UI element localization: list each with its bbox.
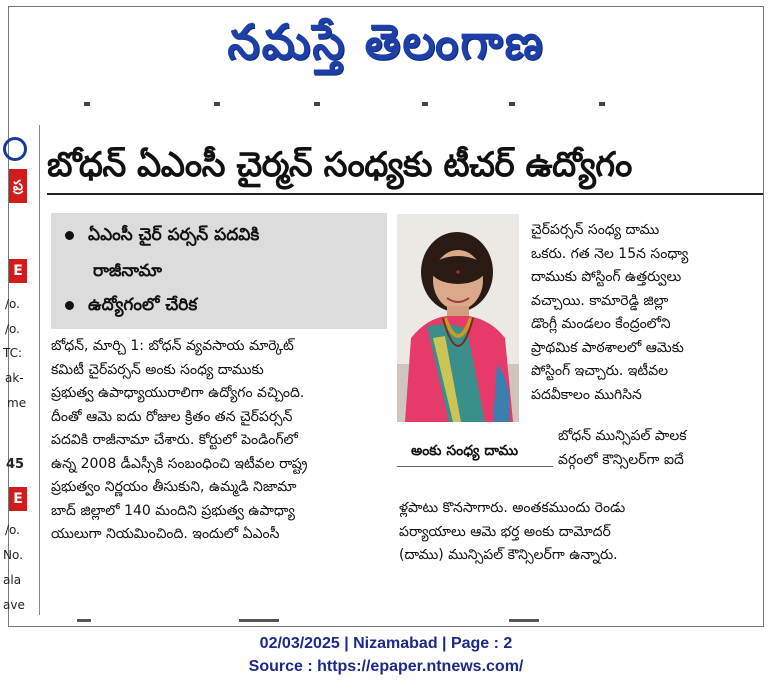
sidebar-fragment: 45 bbox=[6, 457, 25, 472]
text-line: పర్యాయాలు ఆమె భర్త అంకు దామోదర్ bbox=[399, 523, 611, 540]
bottom-ornament-rule bbox=[39, 619, 763, 621]
sidebar-fragment: ak- bbox=[5, 371, 24, 385]
column-divider bbox=[39, 125, 40, 615]
highlight-item: ఏఎంసీ చైర్ పర్సన్ పదవికి bbox=[65, 225, 259, 249]
text-line: పదవీకాలం ముగిసిన bbox=[531, 386, 642, 403]
text-line: పోస్టింగ్ ఇచ్చారు. ఇటీవల bbox=[531, 363, 669, 379]
text-line: ఉన్న 2008 డీఎస్సీకి సంబంధించి ఇటీవల రాష్ట్ర bbox=[51, 455, 308, 472]
text-line: ప్రభుత్వ ఉపాధ్యాయురాలిగా ఉద్యోగం వచ్చింది. bbox=[51, 385, 305, 401]
emblem-icon bbox=[3, 137, 27, 161]
portrait-photo bbox=[397, 214, 519, 422]
caption-rule bbox=[397, 466, 553, 467]
sidebar-fragment: /o. bbox=[5, 297, 20, 311]
newspaper-clipping bbox=[3, 6, 764, 627]
sidebar-fragment: ala bbox=[3, 573, 22, 587]
top-ornament-rule bbox=[39, 102, 763, 106]
sidebar-red-tag: E bbox=[9, 487, 27, 511]
article-column-1 bbox=[51, 335, 387, 547]
text-line: వర్గంలో కౌన్సిలర్‌గా ఐదే bbox=[558, 451, 684, 468]
footer-date-edition: 02/03/2025 | Nizamabad | Page : 2 bbox=[259, 635, 513, 652]
photo-caption: అంకు సంధ్య దాము bbox=[411, 443, 519, 459]
footer-source: Source : https://epaper.ntnews.com/ bbox=[248, 658, 524, 675]
sidebar-fragment: /o. bbox=[5, 523, 20, 537]
text-line: దాముకు పోస్టింగ్ ఉత్తర్వులు bbox=[531, 269, 682, 285]
headline-rule bbox=[47, 193, 763, 195]
masthead-logo: నమస్తే తెలంగాణ bbox=[227, 13, 545, 71]
article-headline: బోధన్ ఏఎంసీ చైర్మన్ సంధ్యకు టీచర్ ఉద్యోగం bbox=[47, 145, 632, 185]
text-line: వచ్చాయి. కామారెడ్డి జిల్లా bbox=[531, 292, 669, 309]
sidebar-fragment: No. bbox=[3, 548, 23, 562]
text-line: పదవికి రాజీనామా చేశారు. కోర్టులో పెండింగ్‌లో bbox=[51, 432, 298, 448]
text-line: బోధన్ మున్సిపల్ పాలక bbox=[558, 428, 687, 444]
article-column-2-continued bbox=[558, 425, 764, 472]
bullet-icon bbox=[65, 301, 74, 310]
article-column-2 bbox=[531, 219, 765, 407]
highlight-item: ఉద్యోగంలో చేరిక bbox=[65, 295, 197, 319]
sidebar-red-tag: E bbox=[9, 259, 27, 283]
sidebar-fragment: TC: bbox=[3, 346, 23, 360]
bullet-icon bbox=[65, 231, 74, 240]
highlight-item-continued: రాజీనామా bbox=[93, 261, 162, 281]
adjacent-column-fragment bbox=[3, 125, 29, 628]
text-line: చైర్‌పర్సన్ సంధ్య దాము bbox=[531, 222, 660, 238]
highlights-box bbox=[51, 213, 387, 329]
text-line: బోధన్, మార్చి 1: బోధన్ వ్యవసాయ మార్కెట్ bbox=[51, 338, 294, 354]
text-line: డొంగ్లీ మండలం కేంద్రంలోని bbox=[531, 316, 671, 332]
sidebar-fragment: me bbox=[7, 396, 27, 410]
text-line: ఒకరు. గత నెల 15న సంధ్యా bbox=[531, 245, 689, 262]
sidebar-red-tag: ప్ర bbox=[9, 169, 27, 203]
sidebar-fragment: ave bbox=[3, 598, 25, 612]
text-line: బాద్ జిల్లాలో 140 మందిని ప్రభుత్వ ఉపాధ్యా bbox=[51, 502, 295, 519]
text-line: దీంతో ఆమె ఐదు రోజుల క్రితం తన చైర్‌పర్సన్ bbox=[51, 408, 293, 425]
woman-portrait-image bbox=[397, 214, 519, 422]
text-line: యులుగా నియమించింది. ఇందులో ఏఎంసీ bbox=[51, 526, 280, 542]
text-line: కమిటీ చైర్‌పర్సన్ అంకు సంధ్య దాముకు bbox=[51, 361, 264, 378]
text-line: ళ్లపాటు కొనసాగారు. అంతకముందు రెండు bbox=[399, 500, 626, 516]
text-line: (దాము) మున్సిపల్ కౌన్సిలర్‌గా ఉన్నారు. bbox=[399, 547, 618, 563]
text-line: ప్రాథమిక పాఠశాలలో ఆమెకు bbox=[531, 339, 684, 356]
article-column-2-bottom bbox=[399, 497, 764, 568]
sidebar-fragment: /o. bbox=[5, 322, 20, 336]
text-line: ప్రభుత్వం నిర్ణయం తీసుకుని, ఉమ్మడి నిజామా bbox=[51, 479, 297, 495]
masthead bbox=[9, 7, 763, 95]
